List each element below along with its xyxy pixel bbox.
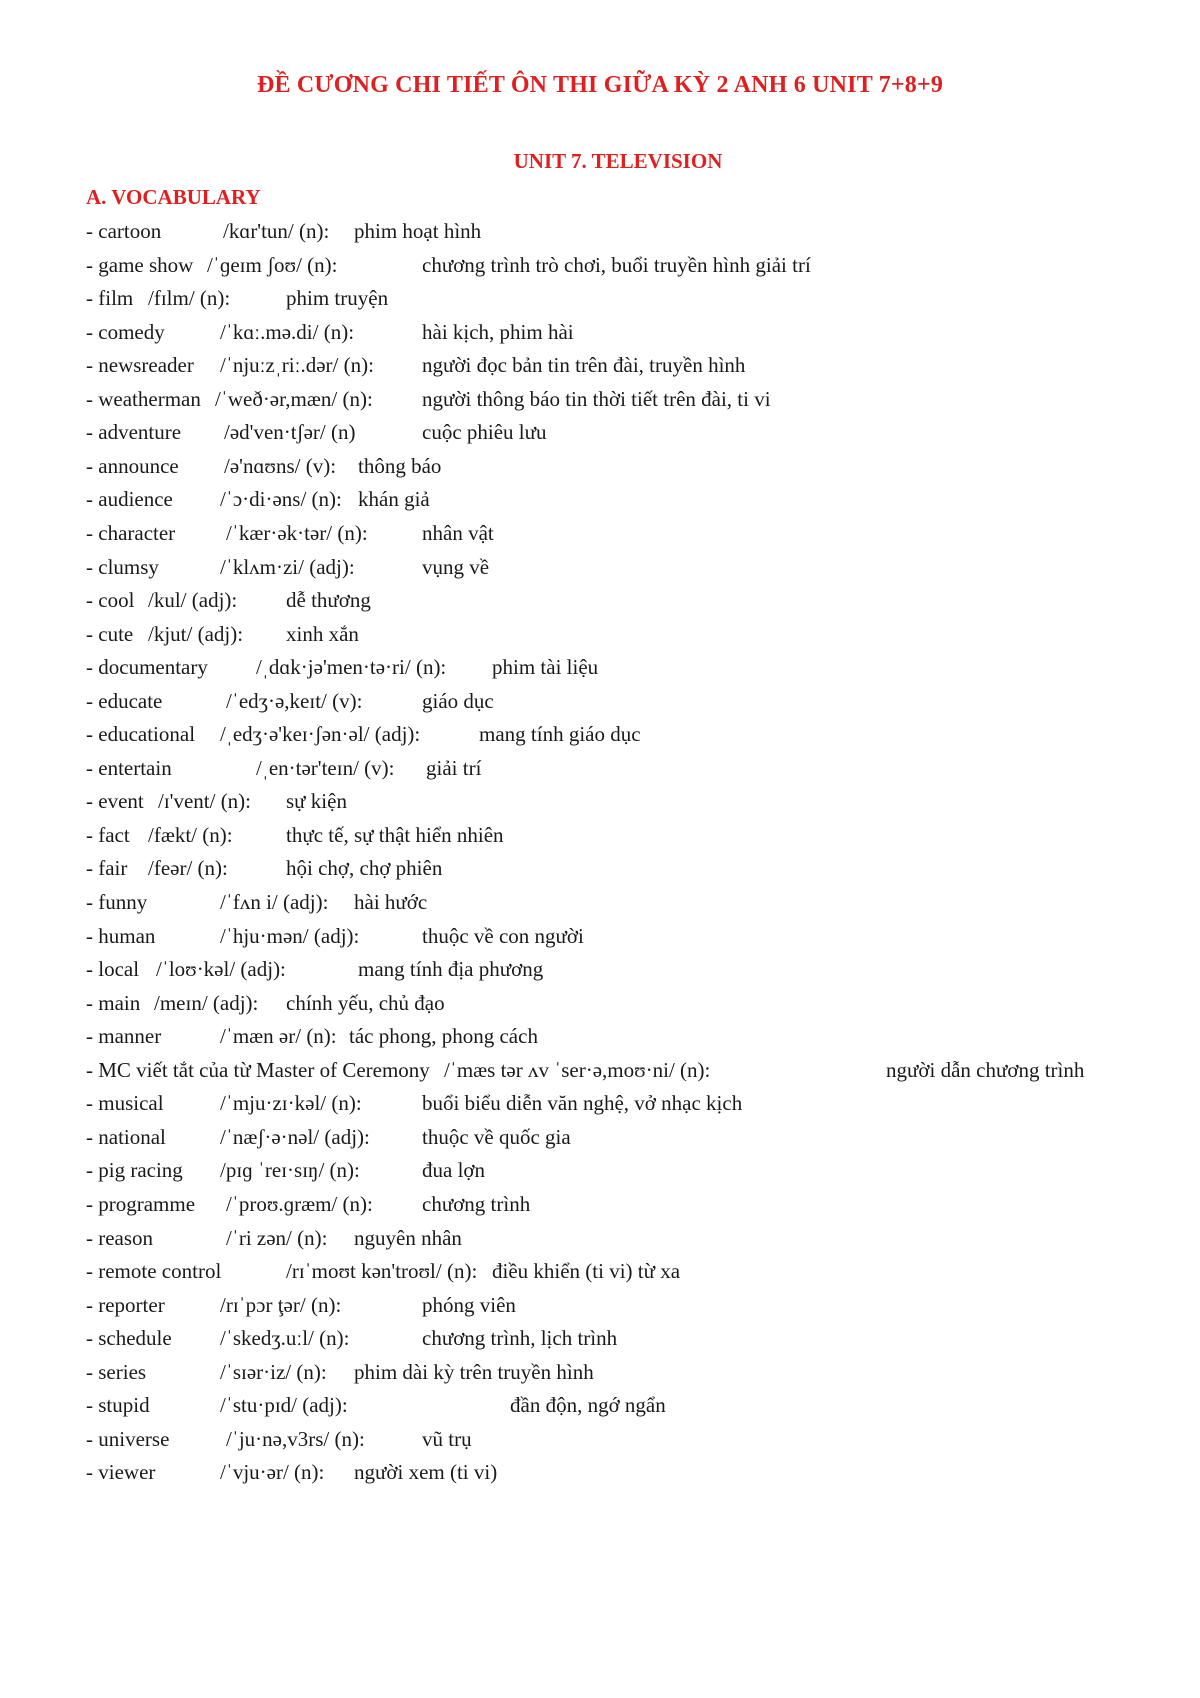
vocab-row [86,753,1186,783]
vocab-word: - cartoon [86,219,162,243]
vocab-word: - pig racing [86,1158,183,1183]
unit-title: UNIT 7. TELEVISION [513,149,723,173]
vocab-word: - newsreader [86,353,194,378]
vocab-pronunciation: /rɪˈpɔr ţər/ (n): [220,1292,342,1317]
vocab-pronunciation: /ˈmæs tər ʌv ˈser·ə,moʊ·ni/ (n): [444,1057,711,1082]
vocab-row [86,921,1186,951]
vocab-pronunciation: /ˈstu·pɪd/ (adj): [220,1393,348,1418]
vocab-word: - character [86,520,176,545]
vocab-word: - adventure [86,420,182,445]
vocab-meaning: hài kịch, phim hài [422,319,574,344]
vocab-word: - event [86,789,144,814]
vocab-word: - announce [86,453,179,478]
vocab-row [86,1021,1186,1051]
vocab-meaning: mang tính địa phương [358,957,544,982]
vocab-row [86,988,1186,1018]
vocab-word: - universe [86,1426,170,1451]
vocab-row [86,853,1186,883]
vocab-row [86,1390,1186,1420]
vocab-meaning: phim hoạt hình [354,219,482,243]
vocab-word: - local [86,957,140,982]
vocab-pronunciation: /feər/ (n): [148,856,228,881]
vocab-meaning: phim tài liệu [492,655,599,680]
vocab-pronunciation: /ˈmæn ər/ (n): [220,1024,337,1049]
vocab-row [86,686,1186,716]
vocab-row [86,719,1186,749]
vocab-word: - manner [86,1024,162,1049]
vocab-row [86,786,1186,816]
vocab-pronunciation: /ˈmju·zɪ·kəl/ (n): [220,1091,362,1116]
vocab-meaning: nhân vật [422,520,494,545]
vocab-pronunciation: /ɪ'vent/ (n): [158,789,252,814]
vocab-row [86,1457,1186,1487]
vocab-word: - schedule [86,1326,172,1351]
vocab-word: - clumsy [86,554,159,579]
vocab-meaning: thuộc về quốc gia [422,1124,571,1149]
vocab-row [86,1357,1186,1387]
vocab-pronunciation: /ˈvju·ər/ (n): [220,1460,325,1485]
vocab-pronunciation: /ˈɡeɪm ʃoʊ/ (n): [207,252,338,277]
vocab-row [86,1256,1186,1286]
vocab-row [86,283,1186,313]
vocab-word: - entertain [86,755,172,780]
vocab-word: - series [86,1359,147,1384]
vocab-pronunciation: /pɪɡ ˈreɪ·sɪŋ/ (n): [220,1158,360,1183]
vocab-word: - human [86,923,156,948]
vocab-meaning: dễ thương [286,588,371,613]
vocab-word: - game show [86,252,194,277]
vocab-meaning: đần độn, ngớ ngẩn [510,1393,666,1418]
vocab-row [86,1189,1186,1219]
vocab-meaning: phim dài kỳ trên truyền hình [354,1359,594,1384]
vocab-meaning: khán giả [358,487,430,512]
vocab-word: - cool [86,588,135,613]
vocab-pronunciation: /ˌdɑk·jə'men·tə·ri/ (n): [256,655,447,680]
vocab-pronunciation: /ˈri zən/ (n): [226,1225,328,1250]
vocab-row [86,484,1186,514]
vocab-pronunciation: /ˈkɑː.mə.di/ (n): [220,319,355,344]
vocab-word: - stupid [86,1393,150,1418]
vocab-row [86,216,1186,246]
vocab-pronunciation: /fɪlm/ (n): [148,286,231,311]
vocab-pronunciation: /ˈsɪər·iz/ (n): [220,1359,327,1384]
vocab-row [86,518,1186,548]
vocab-pronunciation: /kjut/ (adj): [148,621,244,646]
vocab-row [86,1155,1186,1185]
vocab-pronunciation: /kɑr'tun/ (n): [223,219,330,243]
vocab-pronunciation: /ˈloʊ·kəl/ (adj): [156,957,286,982]
vocab-meaning: tác phong, phong cách [349,1024,538,1049]
vocab-word: - reporter [86,1292,165,1317]
vocab-word: - cute [86,621,134,646]
vocab-pronunciation: /ˈskedʒ.uːl/ (n): [220,1326,350,1351]
vocab-row [86,1055,1186,1085]
vocab-row [86,585,1186,615]
vocab-meaning: sự kiện [286,789,347,814]
vocab-word: - remote control [86,1259,222,1284]
vocab-pronunciation: /fækt/ (n): [148,822,233,847]
vocab-word: - reason [86,1225,154,1250]
vocab-row [86,451,1186,481]
vocab-meaning: người thông báo tin thời tiết trên đài, ti vi [422,386,771,411]
vocab-meaning: thực tế, sự thật hiển nhiên [286,822,504,847]
vocab-pronunciation: /ˈedʒ·ə,keɪt/ (v): [226,688,363,713]
vocab-word: - documentary [86,655,208,680]
vocab-meaning: buổi biểu diễn văn nghệ, vở nhạc kịch [422,1091,743,1116]
vocab-row [86,1122,1186,1152]
vocab-meaning: hội chợ, chợ phiên [286,856,443,881]
vocab-pronunciation: /ˈklʌm·zi/ (adj): [220,554,355,579]
vocab-word: - fact [86,822,130,847]
vocab-meaning: chính yếu, chủ đạo [286,990,445,1015]
section-title: A. VOCABULARY [86,185,261,209]
vocab-row [86,1223,1186,1253]
vocab-meaning: người xem (ti vi) [354,1460,498,1485]
vocab-row [86,820,1186,850]
vocab-meaning: xinh xắn [286,621,359,646]
vocab-word: - film [86,286,134,311]
vocab-pronunciation: /rɪˈmoʊt kən'troʊl/ (n): [286,1259,478,1284]
vocab-row [86,384,1186,414]
vocab-meaning: phóng viên [422,1292,516,1317]
vocab-word: - main [86,990,141,1015]
vocab-pronunciation: /ˈnæʃ·ə·nəl/ (adj): [220,1124,370,1149]
vocab-pronunciation: /ə'nɑʊns/ (v): [224,453,337,478]
vocab-word: - comedy [86,319,165,344]
vocab-row [86,552,1186,582]
vocab-pronunciation: /ˈproʊ.ɡræm/ (n): [226,1191,373,1216]
vocab-pronunciation: /ˌen·tər'teɪn/ (v): [256,755,395,780]
vocab-row [86,619,1186,649]
vocab-row [86,1424,1186,1454]
vocab-word: - funny [86,890,148,914]
vocab-pronunciation: /kul/ (adj): [148,588,238,613]
vocab-meaning: đua lợn [422,1158,486,1183]
vocab-pronunciation: /əd'ven·tʃər/ (n) [224,420,356,445]
vocab-row [86,317,1186,347]
vocab-pronunciation: /ˈweð·ər,mæn/ (n): [215,386,373,411]
vocab-meaning: người đọc bản tin trên đài, truyền hình [422,353,746,378]
vocab-pronunciation: /ˈhju·mən/ (adj): [220,923,360,948]
vocab-word: - musical [86,1091,164,1116]
vocab-row [86,887,1186,917]
vocab-row [86,1323,1186,1353]
vocab-meaning: điều khiển (ti vi) từ xa [492,1259,681,1284]
vocab-row [86,350,1186,380]
vocab-row [86,250,1186,280]
vocab-meaning: vũ trụ [422,1426,472,1451]
vocab-meaning: hài hước [354,890,428,914]
vocab-meaning: chương trình trò chơi, buổi truyền hình giải trí [422,252,811,277]
vocab-word: - audience [86,487,173,512]
vocab-word: - weatherman [86,386,201,411]
vocab-meaning: giáo dục [422,688,494,713]
vocab-meaning: mang tính giáo dục [479,722,641,747]
document-title: ĐỀ CƯƠNG CHI TIẾT ÔN THI GIỮA KỲ 2 ANH 6 UNIT 7+8+9 [256,72,944,98]
vocab-word: - MC viết tắt của từ Master of Ceremony [86,1057,430,1082]
vocab-word: - national [86,1124,166,1149]
vocab-row [86,954,1186,984]
vocab-word: - fair [86,856,128,881]
vocab-meaning: vụng về [422,554,490,579]
vocab-pronunciation: /ˈfʌn i/ (adj): [220,890,329,914]
vocab-pronunciation: /ˈkær·ək·tər/ (n): [226,520,368,545]
vocab-word: - viewer [86,1460,156,1485]
vocab-meaning: cuộc phiêu lưu [422,420,547,445]
vocab-meaning: giải trí [426,755,482,780]
vocab-meaning: nguyên nhân [354,1225,462,1250]
vocab-meaning: chương trình [422,1191,531,1216]
vocab-pronunciation: /ˈnjuːzˌriː.dər/ (n): [220,353,374,378]
vocab-meaning: thông báo [358,453,442,478]
vocab-meaning: chương trình, lịch trình [422,1326,618,1351]
vocab-row [86,1088,1186,1118]
vocab-row [86,652,1186,682]
vocab-pronunciation: /ˈju·nə,v3rs/ (n): [226,1426,365,1451]
vocab-pronunciation: /ˈɔ·di·əns/ (n): [220,487,342,512]
vocab-row [86,1290,1186,1320]
vocab-meaning: thuộc về con người [422,923,584,948]
vocab-word: - programme [86,1191,196,1216]
vocab-meaning: người dẫn chương trình [886,1057,1085,1082]
vocab-word: - educational [86,722,196,747]
vocab-word: - educate [86,688,163,713]
vocab-row [86,417,1186,447]
vocab-pronunciation: /meɪn/ (adj): [154,990,259,1015]
vocab-meaning: phim truyện [286,286,389,311]
vocab-pronunciation: /ˌedʒ·ə'keɪ·ʃən·əl/ (adj): [220,722,421,747]
